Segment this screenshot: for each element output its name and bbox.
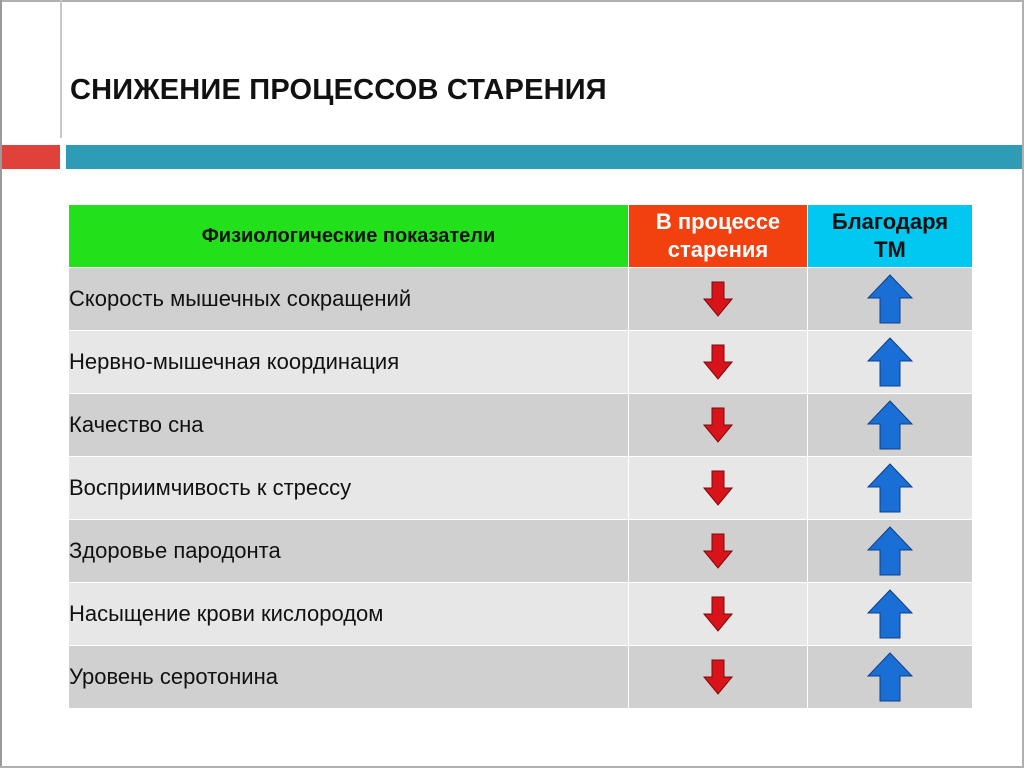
table-row [69,394,973,457]
tm-cell [808,646,973,709]
aging-cell [629,583,808,646]
row-label: Насыщение крови кислородом [69,583,629,646]
header-aging-line2: старения [667,237,769,262]
aging-cell [629,457,808,520]
up-arrow-icon [867,652,913,702]
up-arrow-icon [867,337,913,387]
row-label: Уровень серотонина [69,646,629,709]
down-arrow-icon [703,470,733,506]
header-aging [629,205,808,268]
up-arrow-icon [867,463,913,513]
slide-title: СНИЖЕНИЕ ПРОЦЕССОВ СТАРЕНИЯ [70,74,607,106]
table-row [69,583,973,646]
tm-cell [808,331,973,394]
header-indicators [69,205,629,268]
accent-bar-red [2,145,60,169]
row-label: Скорость мышечных сокращений [69,268,629,331]
tm-cell [808,583,973,646]
table-body [69,268,973,709]
header-tm [808,205,973,268]
table-row [69,457,973,520]
table-row [69,331,973,394]
row-label: Восприимчивость к стрессу [69,457,629,520]
down-arrow-icon [703,344,733,380]
comparison-table [68,204,973,709]
table-row [69,520,973,583]
aging-cell [629,646,808,709]
down-arrow-icon [703,659,733,695]
down-arrow-icon [703,596,733,632]
up-arrow-icon [867,526,913,576]
up-arrow-icon [867,400,913,450]
slide-border-left [0,0,2,768]
table-row [69,646,973,709]
row-label: Здоровье пародонта [69,520,629,583]
row-label: Нервно-мышечная координация [69,331,629,394]
tm-cell [808,457,973,520]
header-tm-line1: Благодаря [831,209,949,234]
up-arrow-icon [867,274,913,324]
aging-cell [629,394,808,457]
table-row [69,268,973,331]
slide-border-top [0,0,1024,2]
header-aging-line1: В процессе [655,209,781,234]
tm-cell [808,394,973,457]
up-arrow-icon [867,589,913,639]
accent-bar-teal [66,145,1022,169]
aging-cell [629,268,808,331]
aging-cell [629,331,808,394]
row-label: Качество сна [69,394,629,457]
down-arrow-icon [703,407,733,443]
table-header-row [69,205,973,268]
header-indicators-label: Физиологические показатели [201,224,496,247]
down-arrow-icon [703,533,733,569]
header-tm-line2: ТМ [874,237,906,262]
tm-cell [808,520,973,583]
aging-cell [629,520,808,583]
title-divider-line [60,0,62,138]
down-arrow-icon [703,281,733,317]
tm-cell [808,268,973,331]
